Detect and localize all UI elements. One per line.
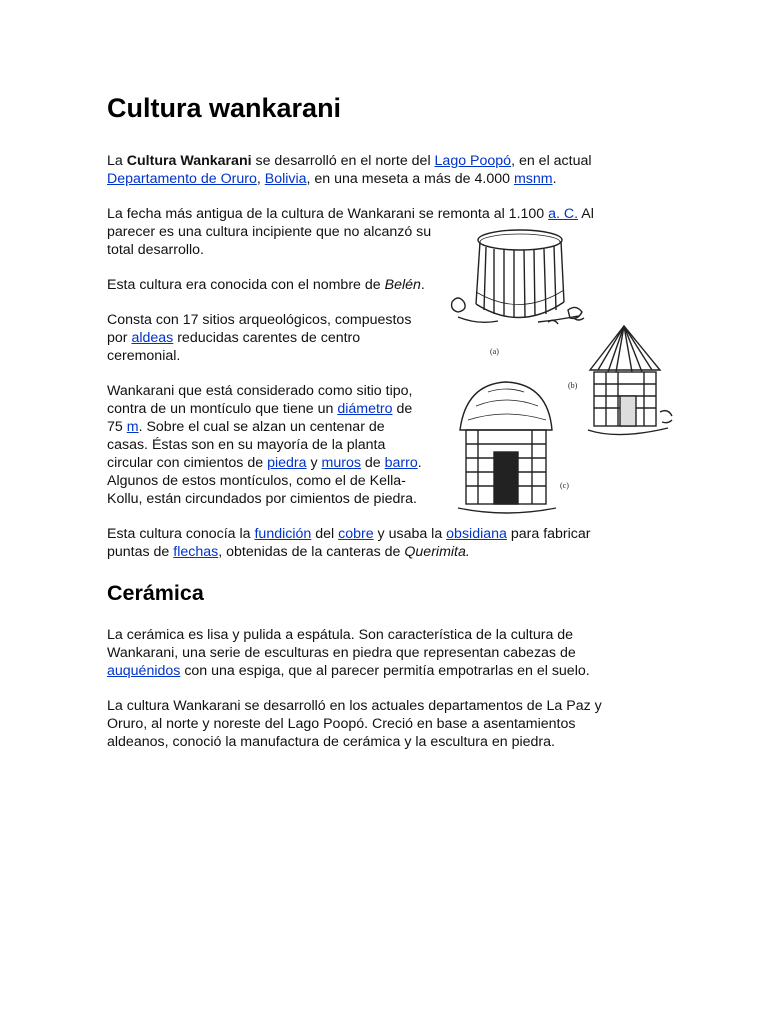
label-c: (c)	[560, 481, 569, 490]
link-auquenidos[interactable]: auquénidos	[107, 663, 181, 679]
fundicion-paragraph: Esta cultura conocía la fundición del cobre y usaba la obsidiana para fabricar puntas de flechas, obtenidas de la canteras de Querimita.	[107, 526, 591, 560]
link-muros[interactable]: muros	[321, 455, 361, 471]
belen-paragraph: Esta cultura era conocida con el nombre de Belén.	[107, 277, 425, 293]
link-departamento-oruro[interactable]: Departamento de Oruro	[107, 171, 257, 187]
italic-querimita: Querimita.	[404, 544, 470, 560]
hut-frame-drawing	[452, 230, 584, 324]
page-title: Cultura wankarani	[107, 93, 342, 123]
link-bolivia[interactable]: Bolivia	[264, 171, 307, 187]
huts-drawing	[448, 222, 676, 522]
bold-term: Cultura Wankarani	[126, 153, 252, 169]
section-heading-ceramica: Cerámica	[107, 581, 204, 605]
fecha-paragraph: La fecha más antigua de la cultura de Wankarani se remonta al 1.100 a. C. Al parecer es una cultura incipiente que no alcanzó su total desarrollo.	[107, 206, 594, 258]
ceramica-paragraph-2: La cultura Wankarani se desarrolló en los actuales departamentos de La Paz y Oruro, al norte y noreste del Lago Poopó. Creció en base a asentamientos aldeanos, conoció la manufactura de cerámica y la escultura en piedra.	[107, 698, 602, 750]
sitios-paragraph: Consta con 17 sitios arqueológicos, compuestos por aldeas reducidas carentes de centro ceremonial.	[107, 312, 412, 364]
sitio-tipo-paragraph: Wankarani que está considerado como sitio tipo, contra de un montículo que tiene un diámetro de 75 m. Sobre el cual se alzan un centenar de casas. Éstas son en su mayoría de la planta circular con cimientos de piedra y muros de barro. Algunos de estos montículos, como el de Kella-Kollu, están circundados por cimientos de piedra.	[107, 383, 422, 507]
italic-belen: Belén	[384, 277, 421, 293]
link-ac[interactable]: a. C.	[548, 206, 579, 222]
hut-dome-drawing	[458, 382, 556, 513]
link-barro[interactable]: barro	[384, 455, 418, 471]
intro-paragraph: La Cultura Wankarani se desarrolló en el norte del Lago Poopó, en el actual Departamento de Oruro, Bolivia, en una meseta a más de 4.000 msnm.	[107, 153, 592, 187]
label-b: (b)	[568, 381, 578, 390]
link-msnm[interactable]: msnm	[513, 171, 553, 187]
label-a: (a)	[490, 347, 499, 356]
hut-thatched-drawing	[588, 326, 672, 435]
link-diametro[interactable]: diámetro	[337, 401, 393, 417]
link-fundicion[interactable]: fundición	[254, 526, 312, 542]
ceramica-paragraph-1: La cerámica es lisa y pulida a espátula. Son característica de la cultura de Wankarani, una serie de esculturas en piedra que representan cabezas de auquénidos con una espiga, que al parecer permitía empotrarlas en el suelo.	[107, 627, 590, 679]
link-cobre[interactable]: cobre	[338, 526, 374, 542]
link-piedra[interactable]: piedra	[267, 455, 307, 471]
link-flechas[interactable]: flechas	[173, 544, 219, 560]
link-obsidiana[interactable]: obsidiana	[446, 526, 507, 542]
huts-illustration	[448, 222, 676, 522]
link-aldeas[interactable]: aldeas	[131, 330, 174, 346]
link-m[interactable]: m	[126, 419, 139, 435]
link-lago-poopo[interactable]: Lago Poopó	[434, 153, 512, 169]
